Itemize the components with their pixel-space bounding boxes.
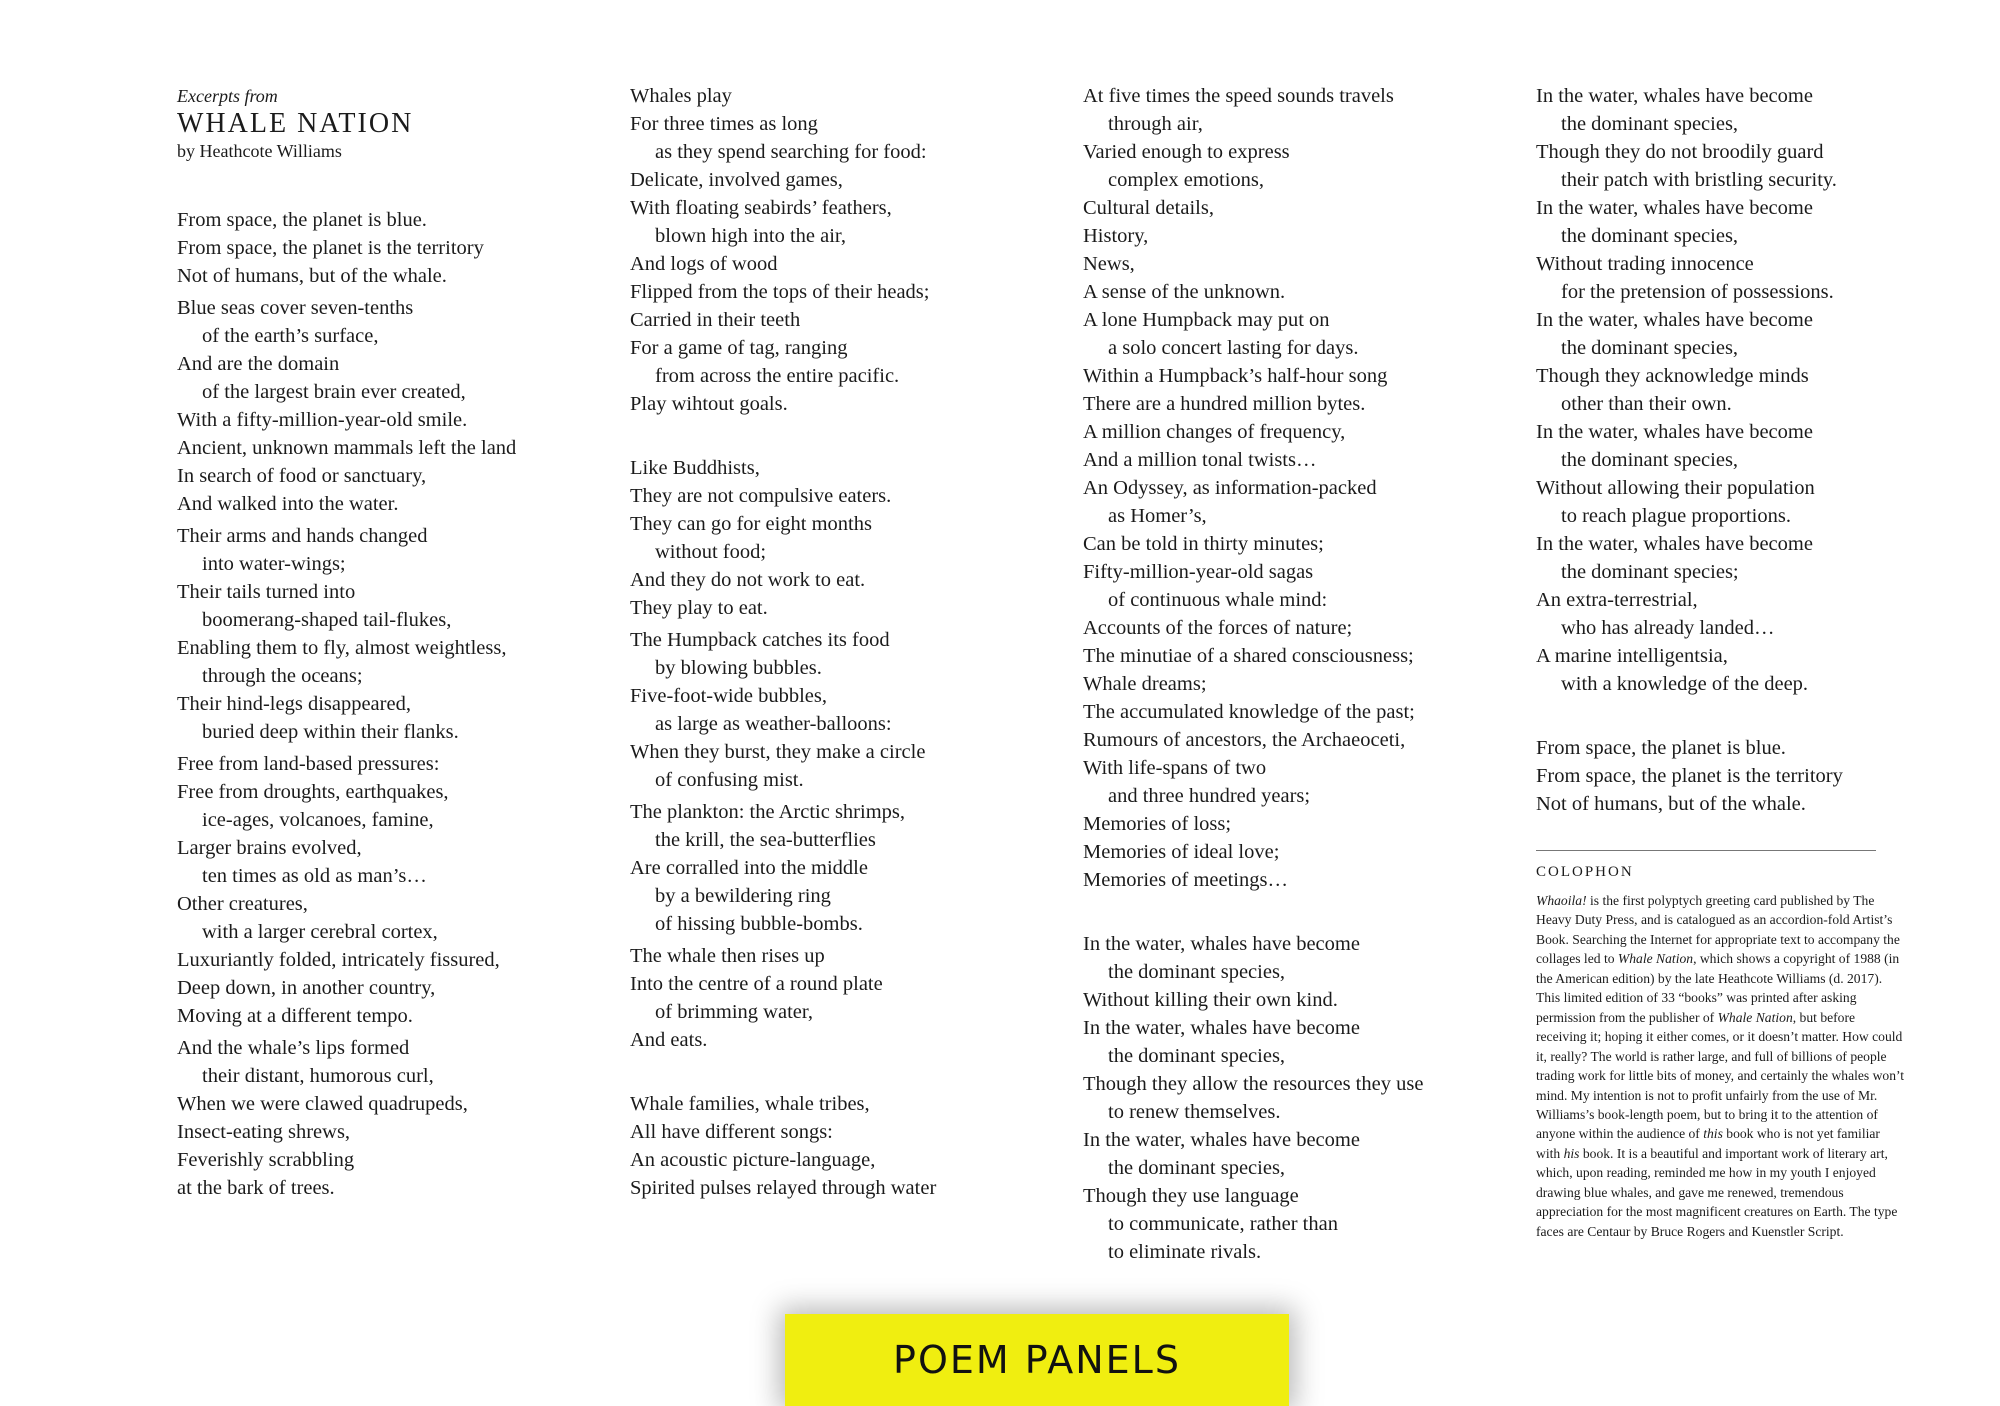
poem-line: Though they do not broodily guard: [1536, 141, 1824, 163]
poem-line: of the earth’s surface,: [202, 325, 379, 347]
poem-line: by a bewildering ring: [655, 885, 831, 907]
stanza: [177, 294, 597, 518]
poem-line: Spirited pulses relayed through water: [630, 1177, 937, 1199]
poem-column-1: [177, 82, 597, 1202]
poem-line: Whale families, whale tribes,: [630, 1093, 870, 1115]
poem-line: News,: [1083, 253, 1135, 275]
stanza: [177, 750, 597, 1030]
poem-line: The minutiae of a shared consciousness;: [1083, 645, 1414, 667]
poem-line: Memories of ideal love;: [1083, 841, 1280, 863]
poem-line: of brimming water,: [655, 1001, 814, 1023]
poem-line: Delicate, involved games,: [630, 169, 843, 191]
poem-line: at the bark of trees.: [177, 1177, 335, 1199]
poem-line: for the pretension of possessions.: [1561, 281, 1834, 303]
poem-line: Whales play: [630, 85, 732, 107]
poem-line: And a million tonal twists…: [1083, 449, 1317, 471]
stanza: [630, 454, 1050, 622]
poem-line: the dominant species,: [1561, 337, 1739, 359]
poem-line: The plankton: the Arctic shrimps,: [630, 801, 905, 823]
colophon-title: COLOPHON: [1536, 864, 1634, 880]
stanza: [630, 798, 1050, 938]
poem-line: of confusing mist.: [655, 769, 804, 791]
poem-line: History,: [1083, 225, 1149, 247]
poem-line: Moving at a different tempo.: [177, 1005, 413, 1027]
poem-line: Their tails turned into: [177, 581, 356, 603]
poem-line: In the water, whales have become: [1083, 1017, 1360, 1039]
poem-line: And the whale’s lips formed: [177, 1037, 410, 1059]
poem-line: In search of food or sanctuary,: [177, 465, 427, 487]
stanza-group: [177, 206, 597, 1202]
poem-line: In the water, whales have become: [1083, 933, 1360, 955]
poem-line: From space, the planet is the territory: [1536, 765, 1843, 787]
poem-line: When they burst, they make a circle: [630, 741, 926, 763]
poem-title: WHALE NATION: [177, 108, 414, 139]
stanza-group: [1536, 82, 1936, 818]
stanza: [630, 626, 1050, 794]
poem-line: as they spend searching for food:: [655, 141, 927, 163]
poem-column-4: [1536, 82, 1936, 1241]
poem-line: Enabling them to fly, almost weightless,: [177, 637, 507, 659]
poem-line: In the water, whales have become: [1536, 309, 1813, 331]
poem-line: With life-spans of two: [1083, 757, 1267, 779]
poem-line: And are the domain: [177, 353, 340, 375]
stanza: [177, 522, 597, 746]
poem-line: as Homer’s,: [1108, 505, 1207, 527]
poem-line: through the oceans;: [202, 665, 363, 687]
poem-line: Not of humans, but of the whale.: [177, 265, 447, 287]
poem-line: An Odyssey, as information-packed: [1083, 477, 1377, 499]
poem-line: without food;: [655, 541, 767, 563]
poem-line: From space, the planet is the territory: [177, 237, 484, 259]
poem-line: Like Buddhists,: [630, 457, 760, 479]
poem-line: their patch with bristling security.: [1561, 169, 1837, 191]
poem-line: the dominant species,: [1561, 449, 1739, 471]
poem-line: Luxuriantly folded, intricately fissured,: [177, 949, 500, 971]
poem-line: their distant, humorous curl,: [202, 1065, 434, 1087]
poem-line: the krill, the sea-butterflies: [655, 829, 876, 851]
poem-line: Not of humans, but of the whale.: [1536, 793, 1806, 815]
poem-line: of the largest brain ever created,: [202, 381, 466, 403]
poem-line: Without killing their own kind.: [1083, 989, 1338, 1011]
poem-line: Memories of meetings…: [1083, 869, 1288, 891]
poem-line: Free from land-based pressures:: [177, 753, 440, 775]
stanza: [177, 1034, 597, 1202]
stanza: [630, 942, 1050, 1054]
poem-line: Can be told in thirty minutes;: [1083, 533, 1324, 555]
poem-line: with a knowledge of the deep.: [1561, 673, 1809, 695]
poem-line: Larger brains evolved,: [177, 837, 362, 859]
poem-line: They can go for eight months: [630, 513, 872, 535]
poem-line: Five-foot-wide bubbles,: [630, 685, 827, 707]
stanza: [1083, 82, 1503, 894]
poem-line: ice-ages, volcanoes, famine,: [202, 809, 434, 831]
stanza: [1536, 82, 1936, 698]
poem-line: Blue seas cover seven-tenths: [177, 297, 414, 319]
poem-line: With a fifty-million-year-old smile.: [177, 409, 468, 431]
poem-line: complex emotions,: [1108, 169, 1265, 191]
poem-line: Though they allow the resources they use: [1083, 1073, 1424, 1095]
poem-line: The accumulated knowledge of the past;: [1083, 701, 1415, 723]
stanza: [1083, 930, 1503, 1266]
poem-line: by blowing bubbles.: [655, 657, 822, 679]
poem-line: Within a Humpback’s half-hour song: [1083, 365, 1388, 387]
poem-line: Insect-eating shrews,: [177, 1121, 351, 1143]
poem-line: Other creatures,: [177, 893, 308, 915]
poem-line: An acoustic picture-language,: [630, 1149, 876, 1171]
poem-line: as large as weather-balloons:: [655, 713, 892, 735]
poem-line: to eliminate rivals.: [1108, 1241, 1262, 1263]
poem-line: of continuous whale mind:: [1108, 589, 1328, 611]
poem-line: There are a hundred million bytes.: [1083, 393, 1366, 415]
poem-column-3: [1083, 82, 1503, 1266]
poem-line: Rumours of ancestors, the Archaeoceti,: [1083, 729, 1406, 751]
poem-line: the dominant species,: [1108, 961, 1286, 983]
poem-line: of hissing bubble-bombs.: [655, 913, 863, 935]
stanza-group: [630, 82, 1050, 1202]
poem-line: Are corralled into the middle: [630, 857, 868, 879]
poem-line: with a larger cerebral cortex,: [202, 921, 438, 943]
poem-line: Play wihtout goals.: [630, 393, 788, 415]
poem-line: into water-wings;: [202, 553, 346, 575]
poem-line: A lone Humpback may put on: [1083, 309, 1330, 331]
colophon-divider: [1536, 850, 1876, 851]
poem-line: In the water, whales have become: [1083, 1129, 1360, 1151]
poem-line: They play to eat.: [630, 597, 768, 619]
poem-line: blown high into the air,: [655, 225, 847, 247]
poem-line: Feverishly scrabbling: [177, 1149, 355, 1171]
poem-line: All have different songs:: [630, 1121, 833, 1143]
poem-line: And they do not work to eat.: [630, 569, 866, 591]
poem-line: Free from droughts, earthquakes,: [177, 781, 449, 803]
stanza: [177, 206, 597, 290]
stanza: [630, 82, 1050, 418]
poem-line: In the water, whales have become: [1536, 533, 1813, 555]
poem-line: Carried in their teeth: [630, 309, 801, 331]
poem-line: For three times as long: [630, 113, 818, 135]
poem-line: From space, the planet is blue.: [177, 209, 427, 231]
poem-line: Though they acknowledge minds: [1536, 365, 1809, 387]
poem-line: the dominant species,: [1108, 1045, 1286, 1067]
poem-line: And walked into the water.: [177, 493, 399, 515]
poem-line: Their hind-legs disappeared,: [177, 693, 411, 715]
poem-line: A million changes of frequency,: [1083, 421, 1346, 443]
poem-line: Cultural details,: [1083, 197, 1214, 219]
poem-line: Deep down, in another country,: [177, 977, 436, 999]
poem-line: Flipped from the tops of their heads;: [630, 281, 930, 303]
poem-line: to renew themselves.: [1108, 1101, 1281, 1123]
poem-line: the dominant species;: [1561, 561, 1739, 583]
poem-line: In the water, whales have become: [1536, 421, 1813, 443]
excerpt-label: Excerpts from: [177, 86, 278, 106]
poem-line: When we were clawed quadrupeds,: [177, 1093, 468, 1115]
poem-line: The Humpback catches its food: [630, 629, 890, 651]
poem-line: At five times the speed sounds travels: [1083, 85, 1394, 107]
poem-line: who has already landed…: [1561, 617, 1775, 639]
poem-panels-banner: POEM PANELS: [785, 1314, 1289, 1406]
poem-line: the dominant species,: [1108, 1157, 1286, 1179]
poem-line: A marine intelligentsia,: [1536, 645, 1728, 667]
poem-line: through air,: [1108, 113, 1203, 135]
poem-line: to communicate, rather than: [1108, 1213, 1338, 1235]
poem-line: Fifty-million-year-old sagas: [1083, 561, 1314, 583]
poem-line: Ancient, unknown mammals left the land: [177, 437, 517, 459]
stanza-group: [1083, 82, 1503, 1266]
poem-line: Though they use language: [1083, 1185, 1299, 1207]
poem-line: buried deep within their flanks.: [202, 721, 459, 743]
poem-line: and three hundred years;: [1108, 785, 1311, 807]
poem-byline: by Heathcote Williams: [177, 141, 342, 161]
poem-line: Whale dreams;: [1083, 673, 1207, 695]
poem-line: Memories of loss;: [1083, 813, 1232, 835]
poem-line: They are not compulsive eaters.: [630, 485, 892, 507]
poem-line: a solo concert lasting for days.: [1108, 337, 1359, 359]
poem-line: For a game of tag, ranging: [630, 337, 848, 359]
poem-line: Varied enough to express: [1083, 141, 1290, 163]
poem-line: The whale then rises up: [630, 945, 825, 967]
stanza: [1536, 734, 1936, 818]
poem-line: An extra-terrestrial,: [1536, 589, 1698, 611]
poem-line: A sense of the unknown.: [1083, 281, 1286, 303]
poem-line: to reach plague proportions.: [1561, 505, 1791, 527]
poem-line: With floating seabirds’ feathers,: [630, 197, 892, 219]
colophon-body: Whaoila! is the first polyptych greeting card published by The Heavy Duty Press, and is catalogued as an accordion-fold Artist’s Book. Searching the Internet for appropriate text to accompany the collages led to Whale Nation, which shows a copyright of 1988 (in the American edition) by the late Heathcote Williams (d. 2017). This limited edition of 33 “books” was printed after asking permission from the publisher of Whale Nation, but before receiving it; hoping it either comes, or it doesn’t matter. How could it, really? The world is rather large, and full of billions of people trading work for little bits of money, and certainly the whales won’t mind. My intention is not to profit unfairly from the use of Mr. Williams’s book-length poem, but to bring it to the attention of anyone within the audience of this book who is not yet familiar with his book. It is a beautiful and important work of literary art, which, upon reading, reminded me how in my youth I enjoyed drawing blue whales, and gave me renewed, tremendous appreciation for the most magnificent creatures on Earth. The type faces are Centaur by Bruce Rogers and Kuenstler Script.: [1536, 893, 1905, 1239]
poem-line: ten times as old as man’s…: [202, 865, 427, 887]
poem-line: boomerang-shaped tail-flukes,: [202, 609, 452, 631]
poem-line: from across the entire pacific.: [655, 365, 900, 387]
poem-line: From space, the planet is blue.: [1536, 737, 1786, 759]
poem-line: Without trading innocence: [1536, 253, 1754, 275]
poem-line: And eats.: [630, 1029, 708, 1051]
poem-line: Accounts of the forces of nature;: [1083, 617, 1353, 639]
poem-line: Into the centre of a round plate: [630, 973, 883, 995]
poem-line: the dominant species,: [1561, 113, 1739, 135]
poem-line: In the water, whales have become: [1536, 85, 1813, 107]
poem-line: Without allowing their population: [1536, 477, 1815, 499]
poem-line: In the water, whales have become: [1536, 197, 1813, 219]
poem-line: Their arms and hands changed: [177, 525, 428, 547]
stanza: [630, 1090, 1050, 1202]
poem-column-2: [630, 82, 1050, 1202]
poem-line: other than their own.: [1561, 393, 1732, 415]
poem-line: And logs of wood: [630, 253, 778, 275]
poem-line: the dominant species,: [1561, 225, 1739, 247]
